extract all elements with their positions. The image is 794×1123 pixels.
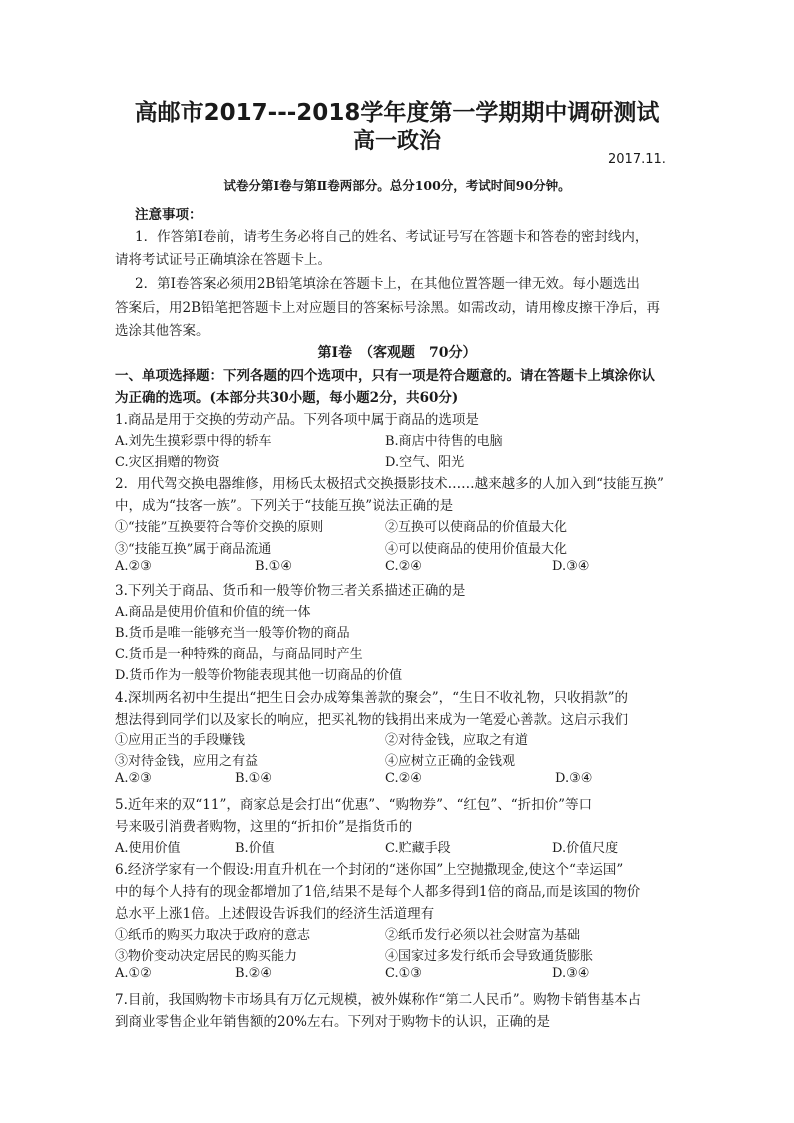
option: B.价值 [235, 841, 275, 856]
option: C.②④ [385, 559, 422, 574]
note-line: 1．作答第Ⅰ卷前，请考生务必将自己的姓名、考试证号写在答题卡和答卷的密封线内， [135, 229, 649, 245]
option: D.③④ [552, 966, 590, 981]
option: A.刘先生摸彩票中得的轿车 [115, 434, 272, 449]
option: A.①② [115, 966, 152, 981]
statement: ④国家过多发行纸币会导致通货膨胀 [385, 949, 594, 964]
option: C.②④ [385, 771, 422, 786]
statement: ①应用正当的手段赚钱 [115, 733, 246, 748]
option: C.①③ [385, 966, 422, 981]
statement: ③“技能互换”属于商品流通 [115, 542, 272, 557]
statement: ②对待金钱，应取之有道 [385, 733, 529, 748]
statement: ①纸币的购买力取决于政府的意志 [115, 928, 311, 943]
section-instruction: 一、单项选择题：下列各题的四个选项中，只有一项是符合题意的。请在答题卡上填涂你认 [115, 368, 655, 384]
question-stem: 7.目前，我国购物卡市场具有万亿元规模，被外媒称作“第二人民币”。购物卡销售基本占 [115, 992, 642, 1008]
question-stem: 2．用代驾交换电器维修，用杨氏太极招式交换摄影技术……越来越多的人加入到“技能互换” [115, 476, 664, 492]
question-stem: 6.经济学家有一个假设:用直升机在一个封闭的“迷你国”上空抛撒现金,使这个“幸运国” [115, 862, 624, 878]
option: B.②④ [235, 966, 272, 981]
section-title: 第Ⅰ卷 （客观题 70分） [317, 345, 477, 361]
option: D.空气、阳光 [385, 455, 465, 470]
option: A.②③ [115, 771, 152, 786]
notes-heading: 注意事项： [135, 207, 203, 223]
exam-date: 2017.11. [608, 152, 666, 167]
question-stem: 总水平上涨1倍。上述假设告诉我们的经济生活道理有 [115, 906, 435, 922]
question-stem: 4.深圳两名初中生提出“把生日会办成筹集善款的聚会”，“生日不收礼物，只收捐款”的 [115, 690, 628, 706]
option: A.②③ [115, 559, 152, 574]
question-stem: 5.近年来的双“11”，商家总是会打出“优惠”、“购物券”、“红包”、“折扣价”等口 [115, 797, 593, 813]
option: B.①④ [255, 559, 292, 574]
statement: ②纸币发行必须以社会财富为基础 [385, 928, 581, 943]
statement: ②互换可以使商品的价值最大化 [385, 520, 568, 535]
statement: ①“技能”互换要符合等价交换的原则 [115, 520, 324, 535]
note-line: 答案后，用2B铅笔把答题卡上对应题目的答案标号涂黑。如需改动，请用橡皮擦干净后，再 [115, 300, 661, 316]
exam-subject: 高一政治 [352, 129, 441, 154]
statement: ④应树立正确的金钱观 [385, 754, 516, 769]
option: D.③④ [552, 559, 590, 574]
section-instruction: 为正确的选项。(本部分共30小题，每小题2分，共60分) [115, 390, 459, 406]
exam-title: 高邮市2017---2018学年度第一学期期中调研测试 [134, 100, 660, 126]
option: B.货币是唯一能够充当一般等价物的商品 [115, 626, 350, 641]
note-line: 选涂其他答案。 [115, 323, 210, 339]
question-stem: 想法得到同学们以及家长的响应，把买礼物的钱捐出来成为一笔爱心善款。这启示我们 [115, 712, 628, 728]
option: A.商品是使用价值和价值的统一体 [115, 605, 311, 620]
note-line: 请将考试证号正确填涂在答题卡上。 [115, 252, 331, 268]
statement: ④可以使商品的使用价值最大化 [385, 542, 568, 557]
statement: ③对待金钱，应用之有益 [115, 754, 259, 769]
option: C.灾区捐赠的物资 [115, 455, 220, 470]
question-stem: 到商业零售企业年销售额的20%左右。下列对于购物卡的认识，正确的是 [115, 1014, 551, 1030]
question-stem: 中的每个人持有的现金都增加了1倍,结果不是每个人都多得到1倍的商品,而是该国的物价 [115, 884, 641, 900]
option: D.③④ [555, 771, 593, 786]
option: D.价值尺度 [552, 841, 619, 856]
option: D.货币作为一般等价物能表现其他一切商品的价值 [115, 668, 403, 683]
option: B.商店中待售的电脑 [385, 434, 503, 449]
exam-info: 试卷分第Ⅰ卷与第Ⅱ卷两部分。总分100分，考试时间90分钟。 [223, 178, 571, 193]
question-stem: 中，成为“技客一族”。下列关于“技能互换”说法正确的是 [115, 498, 454, 514]
statement: ③物价变动决定居民的购买能力 [115, 949, 298, 964]
option: A.使用价值 [115, 841, 181, 856]
note-line: 2．第Ⅰ卷答案必须用2B铅笔填涂在答题卡上，在其他位置答题一律无效。每小题选出 [135, 276, 640, 292]
option: C.货币是一种特殊的商品，与商品同时产生 [115, 647, 363, 662]
question-stem: 1.商品是用于交换的劳动产品。下列各项中属于商品的选项是 [115, 412, 479, 428]
option: C.贮藏手段 [385, 841, 451, 856]
question-stem: 号来吸引消费者购物，这里的“折扣价”是指货币的 [115, 819, 413, 835]
question-stem: 3.下列关于商品、货币和一般等价物三者关系描述正确的是 [115, 583, 466, 599]
option: B.①④ [235, 771, 272, 786]
